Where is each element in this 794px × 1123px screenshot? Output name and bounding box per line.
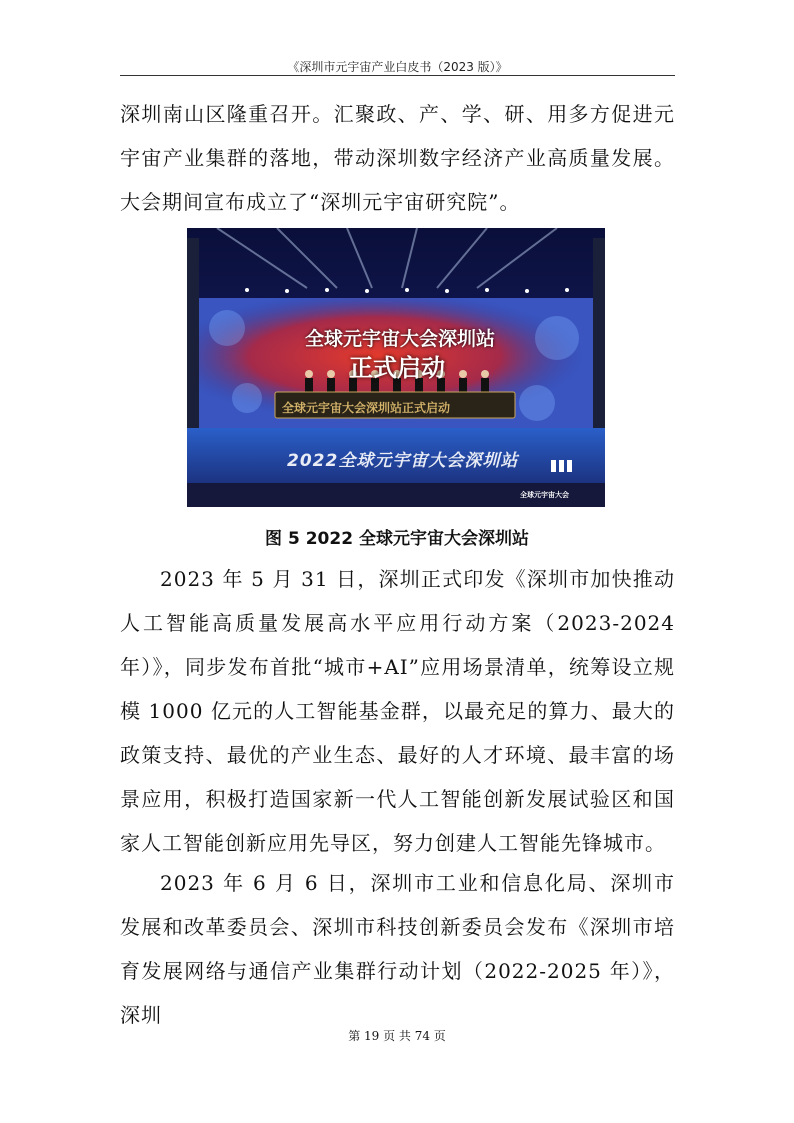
screen-subtitle: 正式启动 [349,354,445,382]
floor-text: 2022全球元宇宙大会深圳站 [287,451,519,471]
page-number: 第 19 页 共 74 页 [348,1029,446,1043]
screen-title: 全球元宇宙大会深圳站 [305,328,496,350]
paragraph-3: 2023 年 6 月 6 日，深圳市工业和信息化局、深圳市发展和改革委员会、深圳市科技创新委员会发布《深圳市培育发展网络与通信产业集群行动计划（2022-2025 年）》，深圳 [120,871,675,1027]
header-rule [120,75,675,76]
event-photo [187,228,605,507]
paragraph-1: 深圳南山区隆重召开。汇聚政、产、学、研、用多方促进元宇宙产业集群的落地，带动深圳数字经济产业高质量发展。大会期间宣布成立了“深圳元宇宙研究院”。 [120,102,675,214]
running-header: 《深圳市元宇宙产业白皮书（2023 版）》 [287,60,508,74]
paragraph-2: 2023 年 5 月 31 日，深圳正式印发《深圳市加快推动人工智能高质量发展高水平应用行动方案（2023-2024 年）》，同步发布首批“城市+AI”应用场景清单，统筹设立规模 1000 亿元的人工智能基金群，以最充足的算力、最大的政策支持、最优的产业生态、最好的人才环境、最丰富的场景应用，积极打造国家新一代人工智能创新发展试验区和国家人工智能创新应用先导区，努力创建人工智能先锋城市。 [120,567,675,855]
podium-text: 全球元宇宙大会深圳站正式启动 [282,401,451,415]
conference-logo-text: 全球元宇宙大会 [520,491,569,499]
figure-caption: 图 5 2022 全球元宇宙大会深圳站 [265,529,529,549]
